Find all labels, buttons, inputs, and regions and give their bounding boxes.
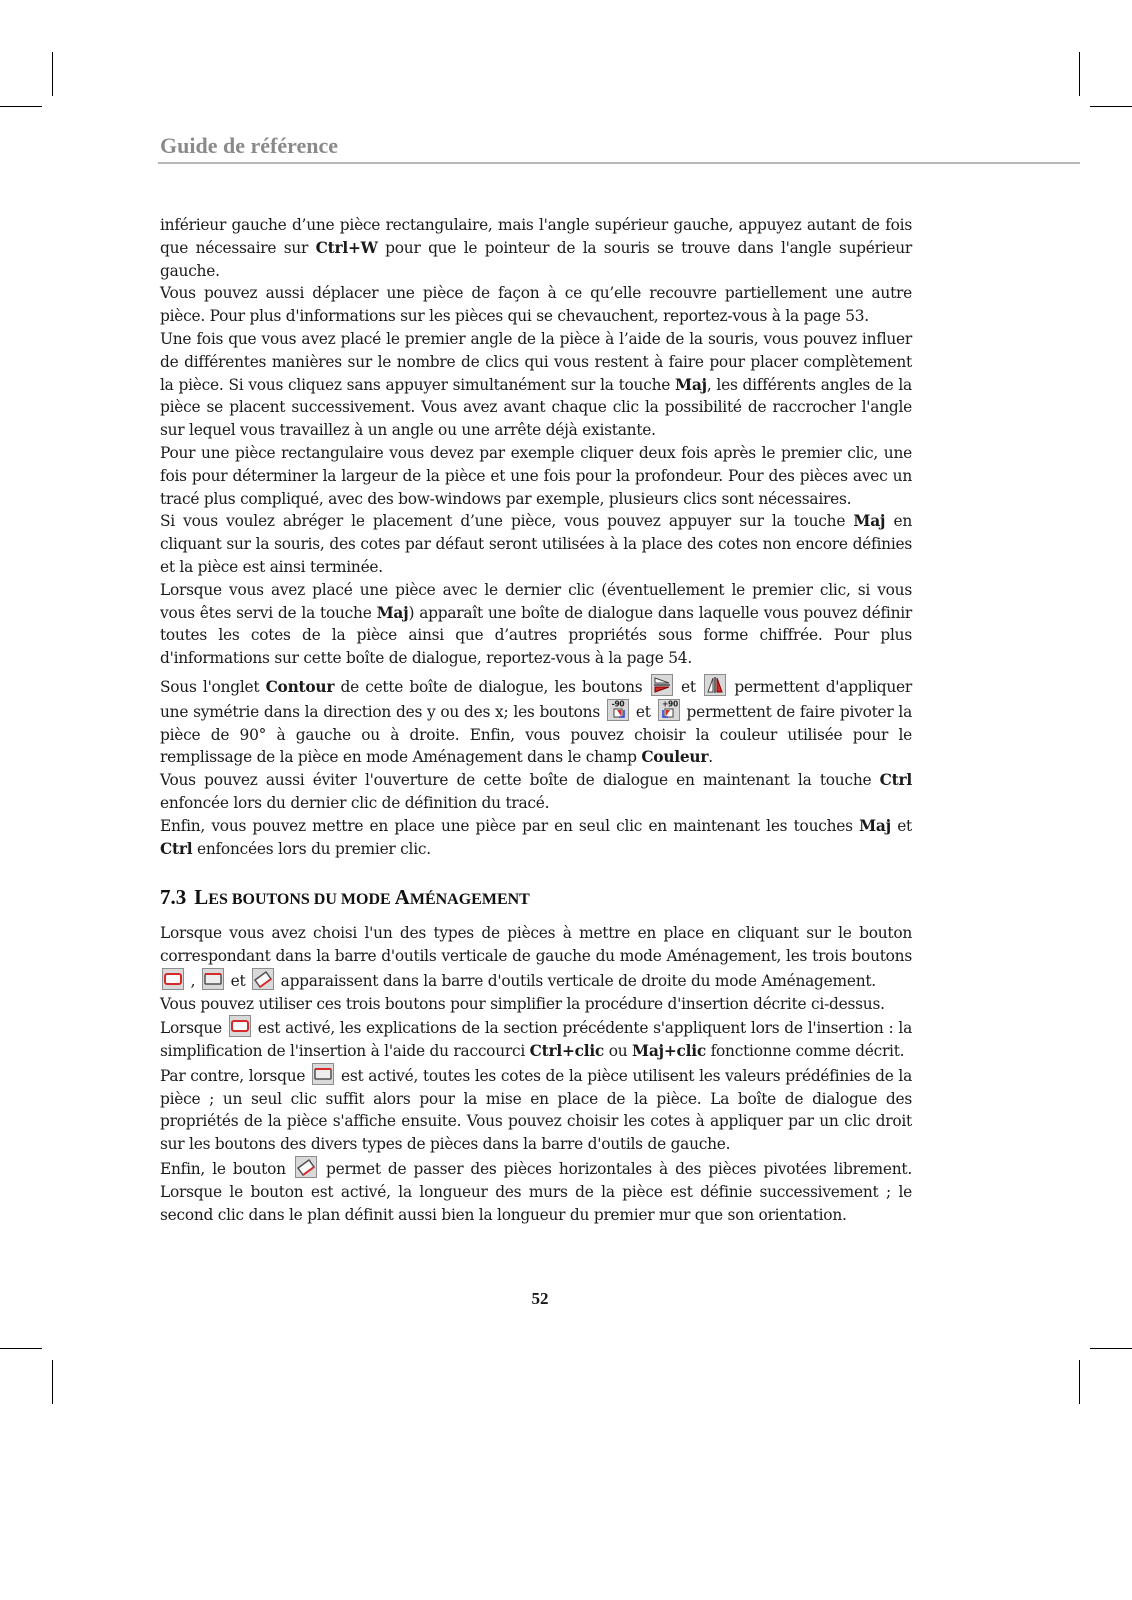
paragraph: Par contre, lorsque est activé, toutes les cotes de la pièce utilisent les valeurs prédéfinies de la pièce ; un seul clic suffit alors pour la mise en place de la pièce. La boîte de dialogue des propriétés de la pièce s'affiche ensuite. Vous pouvez choisir les cotes à appliquer par un clic droit sur les boutons des divers types de pièces dans la barre d'outils de gauche. [160,1063,912,1156]
paragraph: inférieur gauche d’une pièce rectangulaire, mais l'angle supérieur gauche, appuyez autant de fois que nécessaire sur Ctrl+W pour que le pointeur de la souris se trouve dans l'angle supérieur gauche. [160,216,913,280]
key-label: Maj+clic [632,1042,706,1061]
crop-mark [0,106,42,107]
field-name: Couleur [641,748,709,767]
svg-text:-90: -90 [611,699,625,709]
paragraph: Si vous voulez abréger le placement d’une pièce, vous pouvez appuyer sur la touche Maj en cliquant sur la souris, des cotes par défaut seront utilisées à la place des cotes non encore définies et la pièce est ainsi terminée. [160,512,912,576]
paragraph: Lorsque vous avez choisi l'un des types de pièces à mettre en place en cliquant sur le bouton correspondant dans la barre d'outils verticale de gauche du mode Aménagement, les trois boutons , et apparaissent dans la barre d'outils verticale de droite du mode Aménagement. [160,924,912,990]
rotate-right-90-icon [658,699,680,721]
crop-mark [0,1348,42,1349]
key-label: Maj [859,816,891,835]
svg-text:+90: +90 [661,699,678,709]
crop-mark [52,52,53,96]
crop-mark [1090,1348,1132,1349]
paragraph: Vous pouvez aussi éviter l'ouverture de cette boîte de dialogue en maintenant la touche Ctrl enfoncée lors du dernier clic de définition du tracé. [160,771,912,812]
paragraph: Une fois que vous avez placé le premier angle de la pièce à l’aide de la souris, vous pouvez influer de différentes manières sur le nombre de clics qui vous restent à faire pour placer complètement la pièce. Si vous cliquez sans appuyer simultanément sur la touche Maj, les différents angles de la pièce se placent successivement. Vous avez avant chaque clic la possibilité de raccrocher l'angle sur lequel vous travaillez à un angle ou une arrête déjà existante. [160,329,912,440]
paragraph: Sous l'onglet Contour de cette boîte de dialogue, les boutons et permettent d'appliquer une symétrie dans la direction des y ou des x; les boutons -90 et +90 permettent de faire pivoter la pièce de 90° à gauche ou à droite. Enfin, vous pouvez choisir la couleur utilisée pour le remplissage de la pièce en mode Aménagement dans le champ Couleur. [160,674,912,769]
key-label: Maj [376,603,409,622]
paragraph: Vous pouvez utiliser ces trois boutons pour simplifier la procédure d'insertion décrite ci-dessus. [160,994,885,1013]
page-number: 52 [531,1289,549,1308]
paragraph: Pour une pièce rectangulaire vous devez par exemple cliquer deux fois après le premier clic, une fois pour déterminer la largeur de la pièce et une fois pour la profondeur. Pour des pièces avec un tracé plus compliqué, avec des bow-windows par exemple, plusieurs clics sont nécessaires. [160,443,912,508]
key-label: Ctrl+W [315,238,378,257]
key-label: Ctrl+clic [529,1042,605,1061]
crop-mark [1079,52,1080,96]
room-insert-standard-icon [162,968,184,990]
room-insert-default-icon [202,968,224,990]
paragraph: Lorsque est activé, les explications de la section précédente s'appliquent lors de l'insertion : la simplification de l'insertion à l'aide du raccourci Ctrl+clic ou Maj+clic fonctionne comme décrit. [160,1015,912,1063]
header-rule [158,162,1080,164]
page-body [160,214,912,1226]
section-heading: 7.3 LES BOUTONS DU MODE AMÉNAGEMENT [160,885,530,910]
key-label: Maj [675,375,707,394]
crop-mark [1090,106,1132,107]
paragraph: Vous pouvez aussi déplacer une pièce de façon à ce qu’elle recouvre partiellement une autre pièce. Pour plus d'informations sur les pièces qui se chevauchent, reportez-vous à la page 53. [160,284,912,326]
key-label: Ctrl [879,771,912,790]
tab-name: Contour [265,677,335,696]
rotate-left-90-icon [607,699,629,721]
mirror-y-icon [651,674,673,696]
room-insert-default-icon [312,1063,334,1085]
mirror-x-icon [704,674,726,696]
running-header: Guide de référence [160,133,338,158]
room-insert-free-rotation-icon [295,1156,317,1178]
crop-mark [1079,1360,1080,1404]
room-insert-standard-icon [229,1015,251,1037]
key-label: Maj [853,512,886,531]
room-insert-free-rotation-icon [252,968,274,990]
key-label: Ctrl [160,839,193,858]
paragraph: Enfin, vous pouvez mettre en place une pièce par en seul clic en maintenant les touches Maj et Ctrl enfoncées lors du premier clic. [160,816,912,858]
paragraph: Lorsque vous avez placé une pièce avec le dernier clic (éventuellement le premier clic, si vous vous êtes servi de la touche Maj) apparaît une boîte de dialogue dans laquelle vous pouvez définir toutes les cotes de la pièce ainsi que d’autres propriétés sous forme chiffrée. Pour plus d'informations sur cette boîte de dialogue, reportez-vous à la page 54. [160,580,913,668]
paragraph: Enfin, le bouton permet de passer des pièces horizontales à des pièces pivotées librement. Lorsque le bouton est activé, la longueur des murs de la pièce est définie successivement ; le second clic dans le plan définit aussi bien la longueur du premier mur que son orientation. [160,1156,912,1226]
crop-mark [52,1360,53,1404]
